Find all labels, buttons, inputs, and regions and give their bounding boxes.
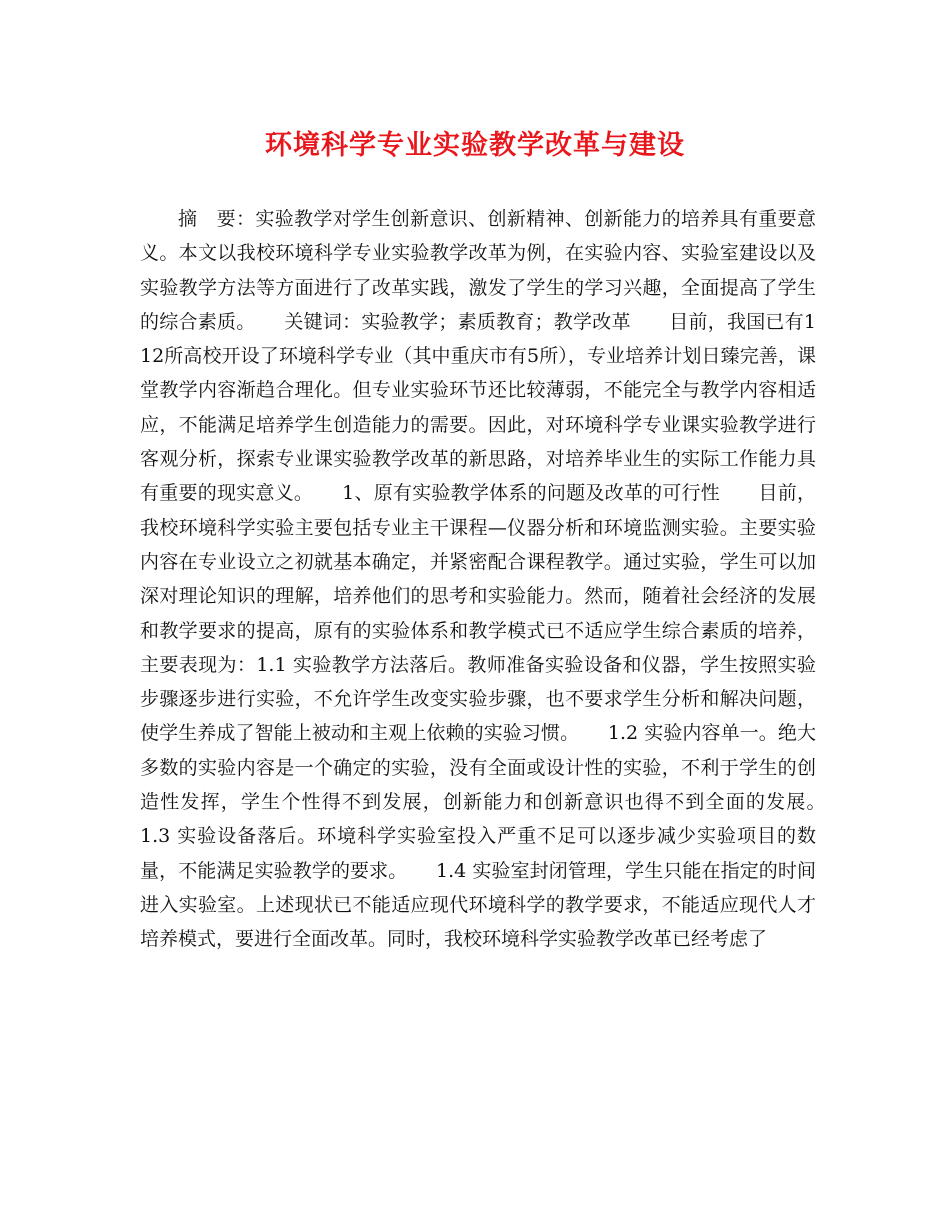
document-title: 环境科学专业实验教学改革与建设 [265, 130, 685, 161]
document-body: 摘 要：实验教学对学生创新意识、创新精神、创新能力的培养具有重要意义。本文以我校环境科学专业实验教学改革为例，在实验内容、实验室建设以及实验教学方法等方面进行了改革实践，激发了学生的学习兴趣，全面提高了学生的综合素质。 关键词：实验教学；素质教育；教学改革 目前，我国已有112所高校开设了环境科学专业（其中重庆市有5所），专业培养计划日臻完善，课堂教学内容渐趋合理化。但专业实验环节还比较薄弱，不能完全与教学内容相适应，不能满足培养学生创造能力的需要。因此，对环境科学专业课实验教学进行客观分析，探索专业课实验教学改革的新思路，对培养毕业生的实际工作能力具有重要的现实意义。 1、原有实验教学体系的问题及改革的可行性 目前，我校环境科学实验主要包括专业主干课程—仪器分析和环境监测实验。主要实验内容在专业设立之初就基本确定，并紧密配合课程教学。通过实验，学生可以加深对理论知识的理解，培养他们的思考和实验能力。然而，随着社会经济的发展和教学要求的提高，原有的实验体系和教学模式已不适应学生综合素质的培养，主要表现为：1.1 实验教学方法落后。教师准备实验设备和仪器，学生按照实验步骤逐步进行实验，不允许学生改变实验步骤，也不要求学生分析和解决问题，使学生养成了智能上被动和主观上依赖的实验习惯。 1.2 实验内容单一。绝大多数的实验内容是一个确定的实验，没有全面或设计性的实验，不利于学生的创造性发挥，学生个性得不到发展，创新能力和创新意识也得不到全面的发展。 1.3 实验设备落后。环境科学实验室投入严重不足可以逐步减少实验项目的数量，不能满足实验教学的要求。 1.4 实验室封闭管理，学生只能在指定的时间进入实验室。上述现状已不能适应现代环境科学的教学要求，不能适应现代人才培养模式，要进行全面改革。同时，我校环境科学实验教学改革已经考虑了 [140, 208, 855, 951]
